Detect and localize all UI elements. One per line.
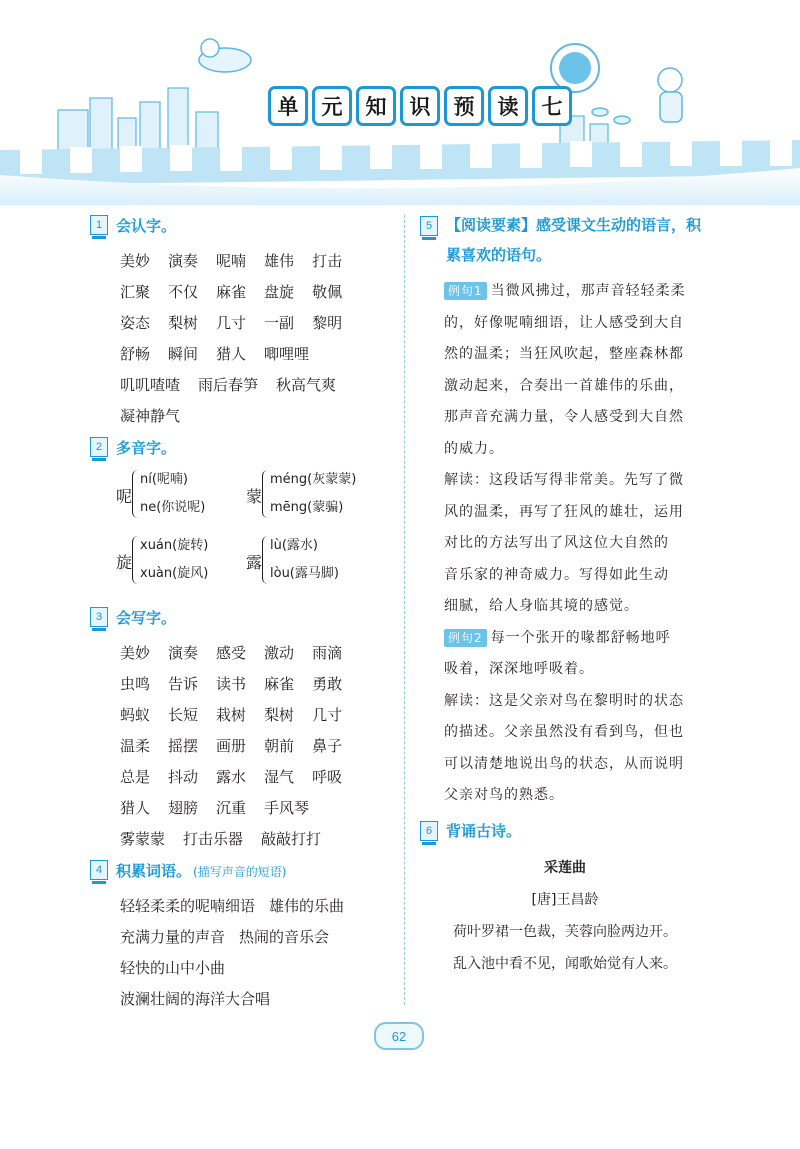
brace-icon xyxy=(132,470,139,518)
polyphone-char: 露 xyxy=(246,553,263,572)
list-item xyxy=(90,370,390,401)
example-line xyxy=(420,623,710,655)
poem-author: [唐]王昌龄 xyxy=(531,891,599,908)
analysis-line: 的描述。父亲虽然没有看到鸟，但也 xyxy=(444,724,684,740)
word: 朝前 xyxy=(264,737,295,755)
section-number-icon: 2 xyxy=(90,437,108,457)
example-line: 激动起来，合奏出一首雄伟的乐曲， xyxy=(444,377,684,394)
section-number-icon: 3 xyxy=(90,607,108,627)
word: 汇聚 xyxy=(120,283,151,301)
section-title: 多音字。 xyxy=(116,438,177,457)
analysis-line: 可以清楚地说出鸟的状态，从而说明 xyxy=(444,755,684,772)
reading: méng(灰蒙蒙) xyxy=(270,472,357,487)
list-item xyxy=(90,824,390,855)
list-item xyxy=(90,339,390,370)
list-item xyxy=(90,953,390,984)
section-number-icon: 5 xyxy=(420,216,438,236)
text: 当微风拂过，那声音轻轻柔柔 xyxy=(490,283,686,299)
word: 长短 xyxy=(168,706,199,724)
write-words-list xyxy=(90,638,390,855)
word: 勇敢 xyxy=(312,675,343,693)
word: 虫鸣 xyxy=(120,675,151,693)
title-char: 单 xyxy=(268,86,308,126)
list-item xyxy=(90,731,390,762)
title-char: 元 xyxy=(312,86,352,126)
word: 唧哩哩 xyxy=(264,345,310,363)
analysis-line: 细腻，给人身临其境的感觉。 xyxy=(444,598,639,614)
word: 猎人 xyxy=(216,345,247,363)
example-line: 那声音充满力量，令人感受到大自然 xyxy=(444,409,684,425)
section-5-heading xyxy=(420,210,710,270)
section-title xyxy=(116,860,286,881)
list-item xyxy=(90,922,390,953)
word: 摇摆 xyxy=(168,737,199,755)
example-line: 的，好像呢喃细语，让人感受到大自 xyxy=(444,314,684,331)
word: 沉重 xyxy=(216,799,247,817)
word: 雄伟 xyxy=(264,252,295,270)
phrase: 波澜壮阔的海洋大合唱 xyxy=(120,990,271,1008)
example-1 xyxy=(420,276,710,623)
word: 猎人 xyxy=(120,799,151,817)
word: 梨树 xyxy=(168,314,199,332)
reading: xuán(旋转) xyxy=(140,538,209,553)
section-1-heading xyxy=(90,210,390,240)
text: 每一个张开的喙都舒畅地呼 xyxy=(490,629,671,646)
list-item xyxy=(90,401,390,432)
word: 温柔 xyxy=(120,737,151,755)
phrase: 雄伟的乐曲 xyxy=(269,897,345,915)
word: 总是 xyxy=(120,768,151,786)
word: 抖动 xyxy=(168,768,199,786)
word: 梨树 xyxy=(264,706,295,724)
section-2-heading xyxy=(90,432,390,462)
phrase: 轻快的山中小曲 xyxy=(120,959,226,977)
section-title: 背诵古诗。 xyxy=(446,822,522,840)
section-number-icon: 6 xyxy=(420,821,438,841)
title-char: 读 xyxy=(488,86,528,126)
word: 凝神静气 xyxy=(120,407,181,425)
word: 打击 xyxy=(312,252,343,270)
section-title: 会认字。 xyxy=(116,216,177,235)
section-4-heading xyxy=(90,855,390,885)
section-6-heading xyxy=(420,816,710,846)
analysis-line: 解读：这是父亲对鸟在黎明时的状态 xyxy=(444,692,684,709)
word: 不仅 xyxy=(168,283,199,301)
example-line: 吸着，深深地呼吸着。 xyxy=(444,661,594,677)
poem-line: 荷叶罗裙一色裁，芙蓉向脸两边开。 xyxy=(453,923,677,940)
section-number-icon: 1 xyxy=(90,215,108,235)
reading: ní(呢喃) xyxy=(140,472,188,487)
list-item xyxy=(90,246,390,277)
poem-title: 采莲曲 xyxy=(544,859,586,876)
polyphone-char: 旋 xyxy=(116,553,133,572)
reading: ne(你说呢) xyxy=(140,500,206,515)
column-divider xyxy=(404,215,405,1005)
list-item xyxy=(246,534,396,590)
word: 演奏 xyxy=(168,252,199,270)
phrase: 轻轻柔柔的呢喃细语 xyxy=(120,897,256,915)
word: 演奏 xyxy=(168,644,199,662)
list-item xyxy=(90,277,390,308)
example-line: 的威力。 xyxy=(444,440,504,457)
word: 打击乐器 xyxy=(183,830,244,848)
word: 手风琴 xyxy=(264,799,310,817)
word: 呢喃 xyxy=(216,252,247,270)
phrase: 充满力量的声音 xyxy=(120,928,226,946)
section-3-heading xyxy=(90,602,390,632)
word: 盘旋 xyxy=(264,283,295,301)
section-title xyxy=(446,210,701,270)
word: 敬佩 xyxy=(312,283,343,301)
list-item xyxy=(116,468,266,524)
word: 雾蒙蒙 xyxy=(120,830,166,848)
title-char: 识 xyxy=(400,86,440,126)
list-item xyxy=(90,638,390,669)
word: 一副 xyxy=(264,314,295,332)
analysis-line: 风的温柔，再写了狂风的雄壮，运用 xyxy=(444,503,684,520)
reading: mēng(蒙骗) xyxy=(270,500,344,515)
word: 露水 xyxy=(216,768,247,786)
word: 几寸 xyxy=(216,314,247,332)
page-number: 62 xyxy=(374,1022,424,1050)
list-item xyxy=(90,700,390,731)
list-item xyxy=(90,669,390,700)
list-item xyxy=(90,793,390,824)
section-title-line: 【阅读要素】感受课文生动的语言，积 xyxy=(446,216,702,234)
list-item xyxy=(90,308,390,339)
word: 呼吸 xyxy=(312,768,343,786)
title-char: 预 xyxy=(444,86,484,126)
right-column xyxy=(420,210,710,980)
brace-icon xyxy=(262,536,269,584)
word: 雨滴 xyxy=(312,644,343,662)
brace-icon xyxy=(132,536,139,584)
word: 姿态 xyxy=(120,314,151,332)
word: 敲敲打打 xyxy=(261,830,322,848)
left-column xyxy=(90,210,390,1015)
example-2 xyxy=(420,623,710,812)
word: 雨后春笋 xyxy=(198,376,259,394)
word: 舒畅 xyxy=(120,345,151,363)
word: 秋高气爽 xyxy=(276,376,337,394)
phrase-list xyxy=(90,891,390,1015)
word: 告诉 xyxy=(168,675,199,693)
section-title-text: 积累词语。 xyxy=(116,861,192,880)
title-char: 知 xyxy=(356,86,396,126)
word: 画册 xyxy=(216,737,247,755)
reading: lù(露水) xyxy=(270,538,318,553)
polyphone-list xyxy=(116,468,390,596)
polyphone-char: 蒙 xyxy=(246,487,263,506)
title-char: 七 xyxy=(532,86,572,126)
example-badge: 例句2 xyxy=(444,629,487,647)
word: 激动 xyxy=(264,644,295,662)
recognize-words-list xyxy=(90,246,390,432)
word: 美妙 xyxy=(120,644,151,662)
word: 麻雀 xyxy=(216,283,247,301)
example-line: 然的温柔；当狂风吹起，整座森林都 xyxy=(444,346,684,362)
word: 翅膀 xyxy=(168,799,199,817)
section-title-line: 累喜欢的语句。 xyxy=(446,246,552,264)
poem xyxy=(420,852,710,980)
word: 蚂蚁 xyxy=(120,706,151,724)
word: 美妙 xyxy=(120,252,151,270)
section-number-icon: 4 xyxy=(90,860,108,880)
reading: xuàn(旋风) xyxy=(140,566,209,581)
word: 鼻子 xyxy=(312,737,343,755)
page-header xyxy=(0,0,800,205)
word: 感受 xyxy=(216,644,247,662)
word: 湿气 xyxy=(264,768,295,786)
word: 叽叽喳喳 xyxy=(120,376,181,394)
analysis-line: 对比的方法写出了风这位大自然的 xyxy=(444,535,669,551)
list-item xyxy=(246,468,396,524)
list-item xyxy=(116,534,266,590)
polyphone-char: 呢 xyxy=(116,487,133,506)
section-note: (描写声音的短语) xyxy=(193,864,287,879)
reading: lòu(露马脚) xyxy=(270,566,339,581)
analysis-line: 解读：这段话写得非常美。先写了微 xyxy=(444,472,684,488)
example-line xyxy=(420,276,710,308)
list-item xyxy=(90,891,390,922)
word: 栽树 xyxy=(216,706,247,724)
page-title xyxy=(268,86,572,126)
section-title: 会写字。 xyxy=(116,608,177,627)
word: 读书 xyxy=(216,675,247,693)
example-badge: 例句1 xyxy=(444,282,487,300)
word: 瞬间 xyxy=(168,345,199,363)
brace-icon xyxy=(262,470,269,518)
list-item xyxy=(90,762,390,793)
word: 几寸 xyxy=(312,706,343,724)
analysis-line: 音乐家的神奇威力。写得如此生动 xyxy=(444,566,669,583)
list-item xyxy=(90,984,390,1015)
phrase: 热闹的音乐会 xyxy=(239,928,330,946)
analysis-line: 父亲对鸟的熟悉。 xyxy=(444,787,564,803)
poem-line: 乱入池中看不见，闻歌始觉有人来。 xyxy=(453,955,677,972)
word: 麻雀 xyxy=(264,675,295,693)
word: 黎明 xyxy=(312,314,343,332)
